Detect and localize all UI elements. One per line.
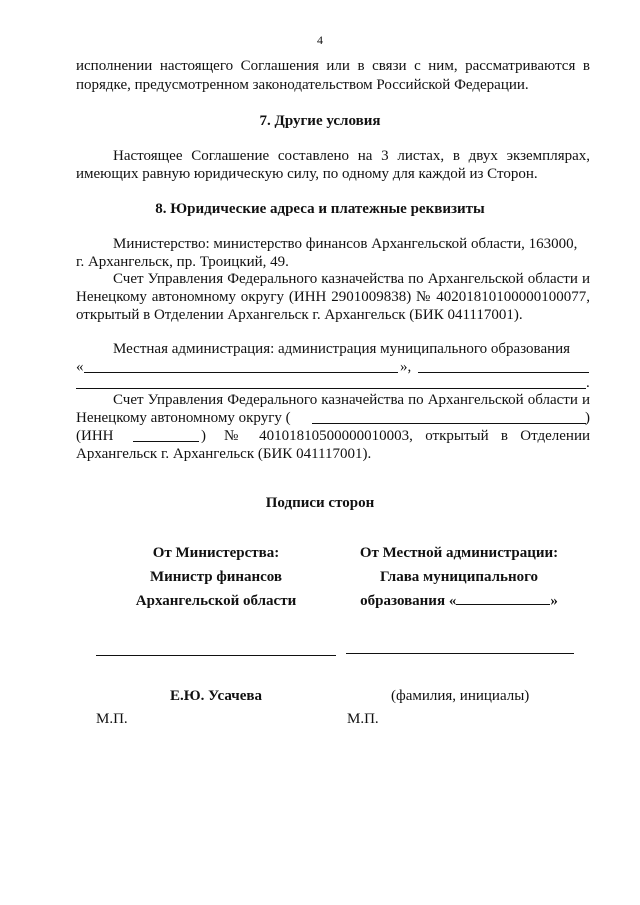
- inn-label: (ИНН: [76, 428, 114, 444]
- intro-line-1: исполнении настоящего Соглашения или в связи с ним, рассматриваются в: [76, 58, 590, 74]
- ministry-signature-block: [96, 541, 336, 613]
- local-admin-signer-name: (фамилия, инициалы): [391, 688, 530, 704]
- ministry-stamp: М.П.: [96, 711, 128, 727]
- local-admin-position-2a: образования «: [360, 593, 457, 609]
- local-admin-account-line-2b: ): [585, 410, 590, 426]
- okrug-blank: [312, 423, 586, 424]
- ministry-signer-name: Е.Ю. Усачева: [170, 688, 262, 704]
- local-admin-header: От Местной администрации:: [359, 545, 559, 561]
- section-7-line-1: Настоящее Соглашение составлено на 3 листах, в двух экземплярах,: [113, 148, 590, 164]
- section-7-line-2: имеющих равную юридическую силу, по одному для каждой из Сторон.: [76, 166, 538, 182]
- ministry-account-line-3: открытый в Отделении Архангельск г. Архангельск (БИК 041117001).: [76, 307, 523, 323]
- local-admin-signature-line: [346, 653, 574, 654]
- local-admin-account-line-4: Архангельск г. Архангельск (БИК 041117001).: [76, 446, 372, 462]
- municipality-name-blank: [84, 372, 398, 373]
- ministry-position-1: Министр финансов: [149, 569, 283, 585]
- ministry-signature-line: [96, 655, 336, 656]
- page-number: 4: [317, 33, 323, 47]
- local-admin-stamp: М.П.: [347, 711, 379, 727]
- local-admin-position-2b: »: [550, 593, 558, 609]
- local-admin-account-number: № 40101810500000010003, открытый в Отделении: [224, 428, 590, 444]
- ministry-header: От Министерства:: [152, 545, 280, 561]
- section-7-title: 7. Другие условия: [259, 113, 381, 129]
- local-admin-line-1: Местная администрация: администрация муниципального образования: [113, 341, 571, 357]
- ministry-line-2: г. Архангельск, пр. Троицкий, 49.: [76, 254, 289, 270]
- signatures-title: Подписи сторон: [265, 495, 375, 511]
- inn-close-paren: ): [201, 428, 206, 444]
- line-end-period: .: [586, 375, 590, 391]
- local-admin-position-2: [344, 589, 574, 613]
- municipality-name-blank-2: [418, 372, 589, 373]
- local-admin-position-1: Глава муниципального: [379, 569, 539, 585]
- ministry-account-line-1: Счет Управления Федерального казначейства по Архангельской области и: [113, 271, 590, 287]
- quote-open: «: [76, 359, 84, 375]
- ministry-account-line-2: Ненецкому автономному округу (ИНН 2901009838) № 40201810100000100077,: [76, 289, 590, 305]
- local-admin-blank-line: [76, 388, 586, 389]
- local-admin-account-line-2a: Ненецкому автономному округу (: [76, 410, 291, 426]
- inn-blank: [133, 441, 199, 442]
- ministry-position-2: Архангельской области: [135, 593, 297, 609]
- section-8-title: 8. Юридические адреса и платежные реквизиты: [155, 201, 485, 217]
- quote-close: »,: [400, 359, 412, 375]
- municipality-short-blank: [456, 590, 550, 605]
- intro-line-2: порядке, предусмотренном законодательством Российской Федерации.: [76, 77, 529, 93]
- local-admin-account-line-1: Счет Управления Федерального казначейства по Архангельской области и: [113, 392, 590, 408]
- local-admin-signature-block: [344, 541, 574, 613]
- ministry-line-1: Министерство: министерство финансов Архангельской области, 163000,: [113, 236, 578, 252]
